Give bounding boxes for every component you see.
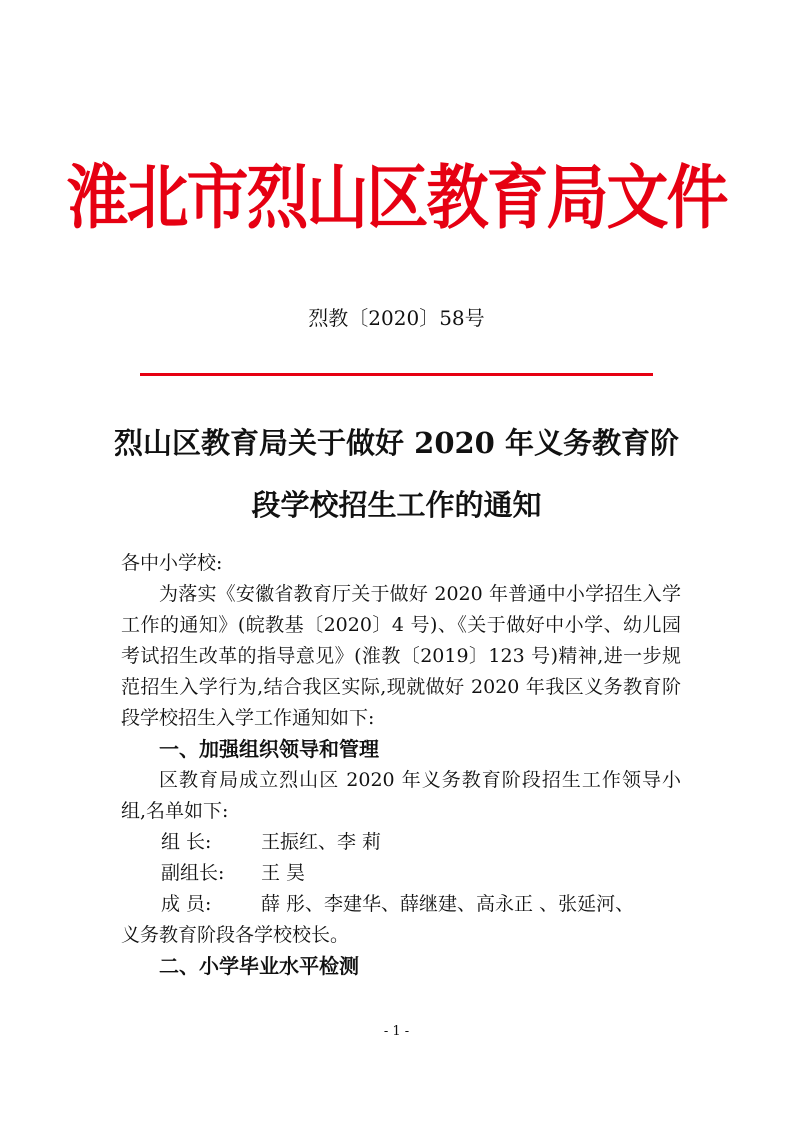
member-row-leader bbox=[121, 827, 681, 858]
member-role: 成 员: bbox=[161, 893, 212, 915]
notice-body bbox=[121, 548, 681, 982]
section-1-text: 区教育局成立烈山区 2020 年义务教育阶段招生工作领导小组,名单如下: bbox=[121, 769, 681, 822]
section-1-heading: 一、加强组织领导和管理 bbox=[159, 737, 379, 761]
notice-title bbox=[80, 412, 713, 536]
title-line-1: 烈山区教育局关于做好 2020 年义务教育阶 bbox=[114, 426, 679, 460]
member-names: 薛 彤、李建华、薛继建、高永正 、张延河、 bbox=[261, 893, 635, 915]
members-continuation: 义务教育阶段各学校校长。 bbox=[121, 924, 350, 946]
masthead-title: 淮北市烈山区教育局文件 bbox=[66, 156, 727, 239]
member-row-members bbox=[121, 889, 681, 920]
member-names: 王 昊 bbox=[261, 862, 306, 884]
intro-paragraph: 为落实《安徽省教育厅关于做好 2020 年普通中小学招生入学工作的通知》(皖教基〔2020〕4 号)、《关于做好中小学、幼儿园考试招生改革的指导意见》(淮教〔2019〕123 号)精神,进一步规范招生入学行为,结合我区实际,现就做好 2020 年我区义务教育阶段学校招生入学工作通知如下: bbox=[121, 583, 681, 729]
red-separator-rule bbox=[140, 373, 653, 376]
document-number: 烈教〔2020〕58号 bbox=[308, 306, 485, 330]
title-line-2: 段学校招生工作的通知 bbox=[251, 488, 542, 522]
page-number: - 1 - bbox=[383, 1024, 410, 1039]
salutation: 各中小学校: bbox=[121, 552, 223, 574]
member-role: 组 长: bbox=[161, 831, 212, 853]
member-names: 王振红、李 莉 bbox=[261, 831, 382, 853]
member-role: 副组长: bbox=[161, 862, 225, 884]
section-2-heading: 二、小学毕业水平检测 bbox=[159, 954, 359, 978]
member-row-deputy bbox=[121, 858, 681, 889]
